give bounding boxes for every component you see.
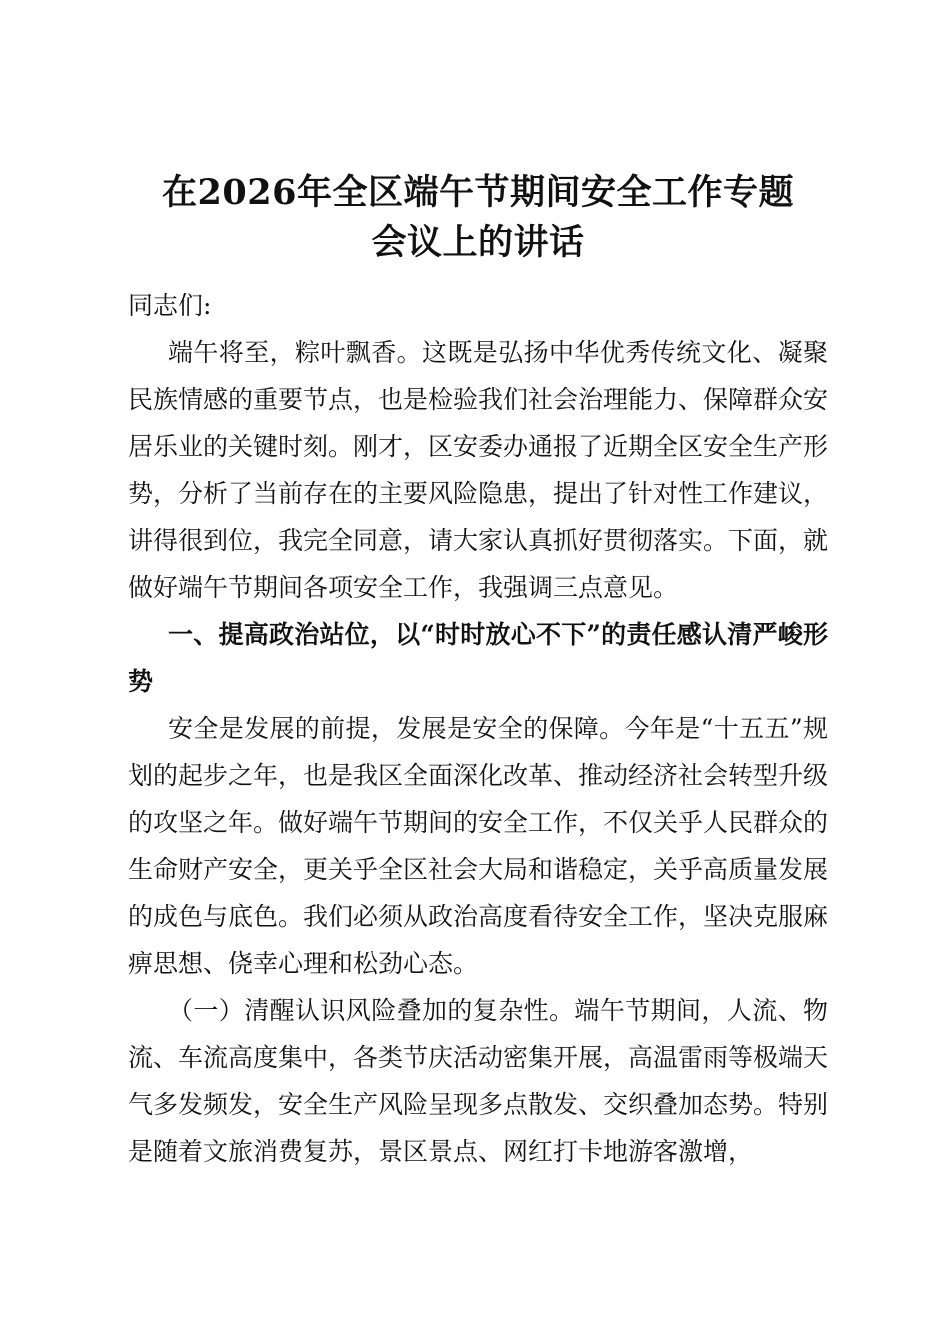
document-title (128, 168, 828, 268)
section-heading-1: 一、提高政治站位，以“时时放心不下”的责任感认清严峻形势 (128, 620, 828, 696)
paragraph-intro: 端午将至，粽叶飘香。这既是弘扬中华优秀传统文化、凝聚民族情感的重要节点，也是检验我们社会治理能力、保障群众安居乐业的关键时刻。刚才，区安委办通报了近期全区安全生产形势，分析了当前存在的主要风险隐患，提出了针对性工作建议，讲得很到位，我完全同意，请大家认真抓好贯彻落实。下面，就做好端午节期间各项安全工作，我强调三点意见。 (128, 338, 829, 602)
paragraph-section-1: 安全是发展的前提，发展是安全的保障。今年是“十五五”规划的起步之年，也是我区全面深化改革、推动经济社会转型升级的攻坚之年。做好端午节期间的安全工作，不仅关乎人民群众的生命财产安全，更关乎全区社会大局和谐稳定，关乎高质量发展的成色与底色。我们必须从政治高度看待安全工作，坚决克服麻痹思想、侥幸心理和松劲心态。 (128, 714, 829, 978)
title-line-2: 会议上的讲话 (371, 222, 585, 263)
document-body (128, 282, 828, 1175)
paragraph-subsection-1: （一）清醒认识风险叠加的复杂性。端午节期间，人流、物流、车流高度集中，各类节庆活动密集开展，高温雷雨等极端天气多发频发，安全生产风险呈现多点散发、交织叠加态势。特别是随着文旅消费复苏，景区景点、网红打卡地游客激增， (128, 996, 829, 1166)
title-line-1: 在2026年全区端午节期间安全工作专题 (162, 172, 794, 213)
salutation: 同志们: (128, 291, 212, 320)
